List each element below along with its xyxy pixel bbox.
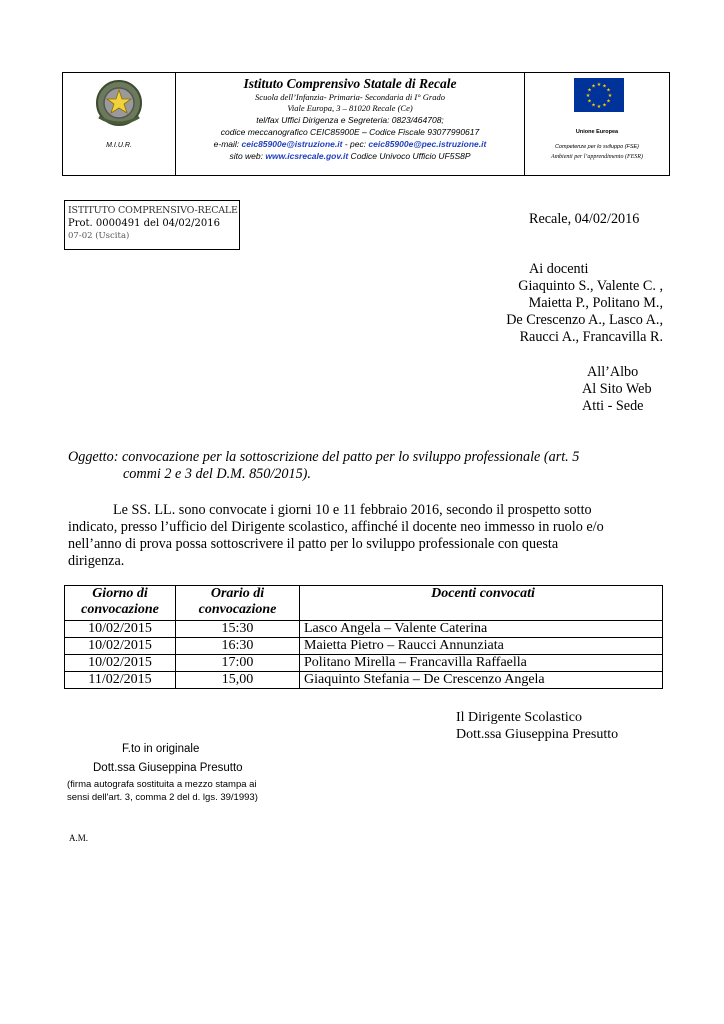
table-row bbox=[65, 638, 663, 655]
recipients-line: Raucci A., Francavilla R. bbox=[519, 329, 663, 345]
recipients-line: De Crescenzo A., Lasco A., bbox=[506, 312, 663, 328]
email-prefix: e-mail: bbox=[213, 139, 242, 149]
institute-web bbox=[176, 150, 524, 162]
svg-text:★: ★ bbox=[587, 98, 592, 105]
cell-teachers: Maietta Pietro – Raucci Annunziata bbox=[300, 638, 663, 655]
convocation-table bbox=[64, 585, 663, 689]
institute-line: Scuola dell’Infanzia- Primaria- Secondaria di I° Grado bbox=[255, 92, 445, 102]
cell-time: 17:00 bbox=[176, 655, 300, 672]
svg-text:★: ★ bbox=[607, 93, 613, 99]
fto-note-line: (firma autografa sostituita a mezzo stampa ai bbox=[67, 779, 257, 790]
distribution-sede: Atti - Sede bbox=[582, 398, 644, 414]
distribution-web: Al Sito Web bbox=[582, 381, 652, 397]
italian-republic-emblem-icon bbox=[93, 77, 145, 129]
eu-subtitle-fse: Competenze per lo sviluppo (FSE) bbox=[554, 144, 640, 150]
distribution-albo: All’Albo bbox=[587, 364, 639, 380]
letterhead-center bbox=[176, 73, 525, 175]
date-line: Recale, 04/02/2016 bbox=[529, 211, 640, 227]
letterhead-right bbox=[525, 73, 669, 175]
pec-link[interactable]: ceic85900e@pec.istruzione.it bbox=[368, 139, 487, 149]
cell-day: 10/02/2015 bbox=[65, 655, 176, 672]
svg-text:★: ★ bbox=[596, 82, 602, 88]
cell-teachers: Giaquinto Stefania – De Crescenzo Angela bbox=[300, 672, 663, 689]
header-teachers: Docenti convocati bbox=[300, 586, 663, 621]
protocol-stamp bbox=[64, 200, 240, 250]
stamp-protocol: Prot. 0000491 del 04/02/2016 bbox=[68, 218, 220, 229]
table-header-row bbox=[65, 586, 663, 621]
body-paragraph-line: Le SS. LL. sono convocate i giorni 10 e 11 febbraio 2016, secondo il prospetto sotto bbox=[113, 502, 592, 518]
fto-note-line: sensi dell'art. 3, comma 2 del d. lgs. 39/1993) bbox=[67, 792, 258, 803]
code-suffix: Codice Univoco Ufficio UF5S8P bbox=[348, 151, 471, 161]
table-row bbox=[65, 672, 663, 689]
subject-line-cont: commi 2 e 3 del D.M. 850/2015). bbox=[123, 466, 311, 482]
cell-time: 16:30 bbox=[176, 638, 300, 655]
email-link[interactable]: ceic85900e@istruzione.it bbox=[241, 139, 343, 149]
institute-emails bbox=[176, 138, 524, 150]
miur-label: M.I.U.R. bbox=[106, 142, 132, 149]
web-prefix: sito web: bbox=[229, 151, 266, 161]
cell-day: 11/02/2015 bbox=[65, 672, 176, 689]
cell-day: 10/02/2015 bbox=[65, 638, 176, 655]
cell-teachers: Politano Mirella – Francavilla Raffaella bbox=[300, 655, 663, 672]
fto-label: F.to in originale bbox=[122, 743, 200, 755]
fto-name: Dott.ssa Giuseppina Presutto bbox=[93, 762, 243, 774]
institute-title: Istituto Comprensivo Statale di Recale bbox=[243, 76, 457, 91]
subject-line: Oggetto: convocazione per la sottoscrizione del patto per lo sviluppo professionale (art. 5 bbox=[68, 449, 580, 465]
institute-address: Viale Europa, 3 – 81020 Recale (Ce) bbox=[287, 103, 413, 113]
svg-text:★: ★ bbox=[596, 104, 602, 110]
letterhead bbox=[62, 72, 670, 176]
cell-time: 15:30 bbox=[176, 621, 300, 638]
institute-codes: codice meccanografico CEIC85900E – Codice Fiscale 93077990617 bbox=[220, 127, 480, 137]
svg-text:★: ★ bbox=[602, 102, 607, 109]
table-row bbox=[65, 621, 663, 638]
cell-day: 10/02/2015 bbox=[65, 621, 176, 638]
author-initials: A.M. bbox=[69, 833, 89, 843]
web-link[interactable]: www.icsrecale.gov.it bbox=[265, 151, 349, 161]
body-paragraph-line: nell’anno di prova possa sottoscrivere il patto per lo sviluppo professionale con questa bbox=[68, 536, 559, 552]
svg-text:★: ★ bbox=[585, 93, 591, 99]
svg-text:★: ★ bbox=[606, 98, 611, 105]
eu-flag-icon bbox=[574, 78, 624, 112]
signature-role: Il Dirigente Scolastico bbox=[456, 710, 582, 725]
signature-name: Dott.ssa Giuseppina Presutto bbox=[456, 727, 619, 742]
eu-subtitle-fesr: Ambienti per l’apprendimento (FESR) bbox=[551, 154, 643, 160]
letterhead-left bbox=[63, 73, 176, 175]
header-time: Orario di convocazione bbox=[176, 586, 300, 621]
svg-text:★: ★ bbox=[591, 83, 596, 90]
cell-time: 15,00 bbox=[176, 672, 300, 689]
cell-teachers: Lasco Angela – Valente Caterina bbox=[300, 621, 663, 638]
eu-title: Unione Europea bbox=[575, 129, 619, 135]
stamp-institute: ISTITUTO COMPRENSIVO-RECALE bbox=[68, 205, 238, 216]
svg-text:★: ★ bbox=[591, 102, 596, 109]
table-row bbox=[65, 655, 663, 672]
body-paragraph-line: indicato, presso l’ufficio del Dirigente scolastico, affinché il docente neo immesso in ruolo e/o bbox=[68, 519, 604, 535]
body-paragraph-line: dirigenza. bbox=[68, 553, 125, 569]
header-day: Giorno di convocazione bbox=[65, 586, 176, 621]
svg-text:★: ★ bbox=[587, 87, 592, 94]
svg-text:★: ★ bbox=[602, 83, 607, 90]
pec-prefix: - pec: bbox=[342, 139, 369, 149]
recipients-line: Maietta P., Politano M., bbox=[528, 295, 663, 311]
recipients-line: Giaquinto S., Valente C. , bbox=[518, 278, 663, 294]
svg-text:★: ★ bbox=[606, 87, 611, 94]
recipients-heading: Ai docenti bbox=[529, 261, 589, 277]
institute-tel: tel/fax Uffici Dirigenza e Segreteria: 0823/464708; bbox=[256, 115, 444, 125]
stamp-category: 07-02 (Uscita) bbox=[68, 231, 130, 241]
